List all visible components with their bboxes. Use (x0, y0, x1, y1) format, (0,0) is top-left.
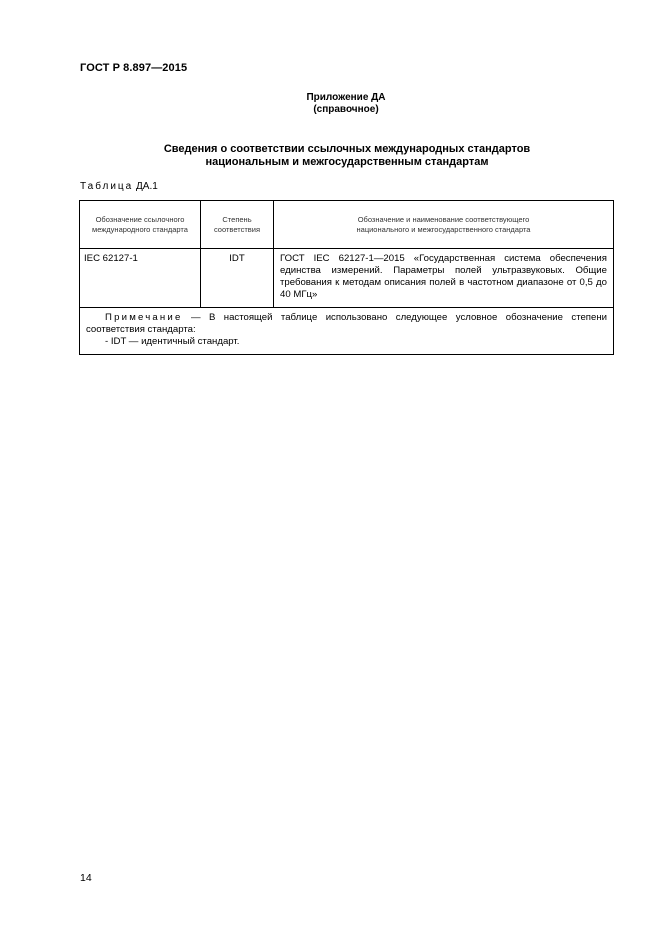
table-note (80, 308, 614, 355)
note-item: - IDT — идентичный стандарт. (105, 336, 240, 347)
table-note-row (80, 308, 614, 355)
column-header-national-standard: Обозначение и наименование соответствующего национального и межгосударственного стандарта (274, 201, 614, 249)
column-header-reference: Обозначение ссылочного международного стандарта (80, 201, 201, 249)
column-header-degree: Степень соответствия (201, 201, 274, 249)
table-caption-word: Таблица (80, 181, 134, 192)
table-caption-number: ДА.1 (136, 181, 158, 192)
note-label: Примечание (105, 312, 183, 323)
note-text (86, 312, 607, 336)
table-caption (80, 181, 158, 192)
appendix-title: Приложение ДА (306, 92, 386, 103)
cell-degree: IDT (201, 249, 274, 308)
cell-national-standard: ГОСТ IEC 62127-1—2015 «Государственная система обеспечения единства измерений. Параметры полей ультразвуковых. Общие требования к методам описания полей в частотном диапазоне от 0,5 до 40 МГц» (274, 249, 614, 308)
document-code: ГОСТ Р 8.897—2015 (80, 62, 188, 74)
appendix-subtitle: (справочное) (313, 104, 379, 115)
table-row (80, 249, 614, 308)
section-title-line1: Сведения о соответствии ссылочных международных стандартов (163, 143, 531, 155)
table-header-row (80, 201, 614, 249)
cell-reference-standard: IEC 62127-1 (80, 249, 201, 308)
section-title-line2: национальным и межгосударственным стандартам (205, 156, 489, 168)
page-number: 14 (80, 872, 92, 884)
correspondence-table (79, 200, 614, 355)
appendix-heading (0, 92, 661, 116)
section-title (0, 143, 661, 169)
note-body: — В настоящей таблице использовано следующее условное обозначение степени соответствия стандарта: (86, 312, 607, 335)
